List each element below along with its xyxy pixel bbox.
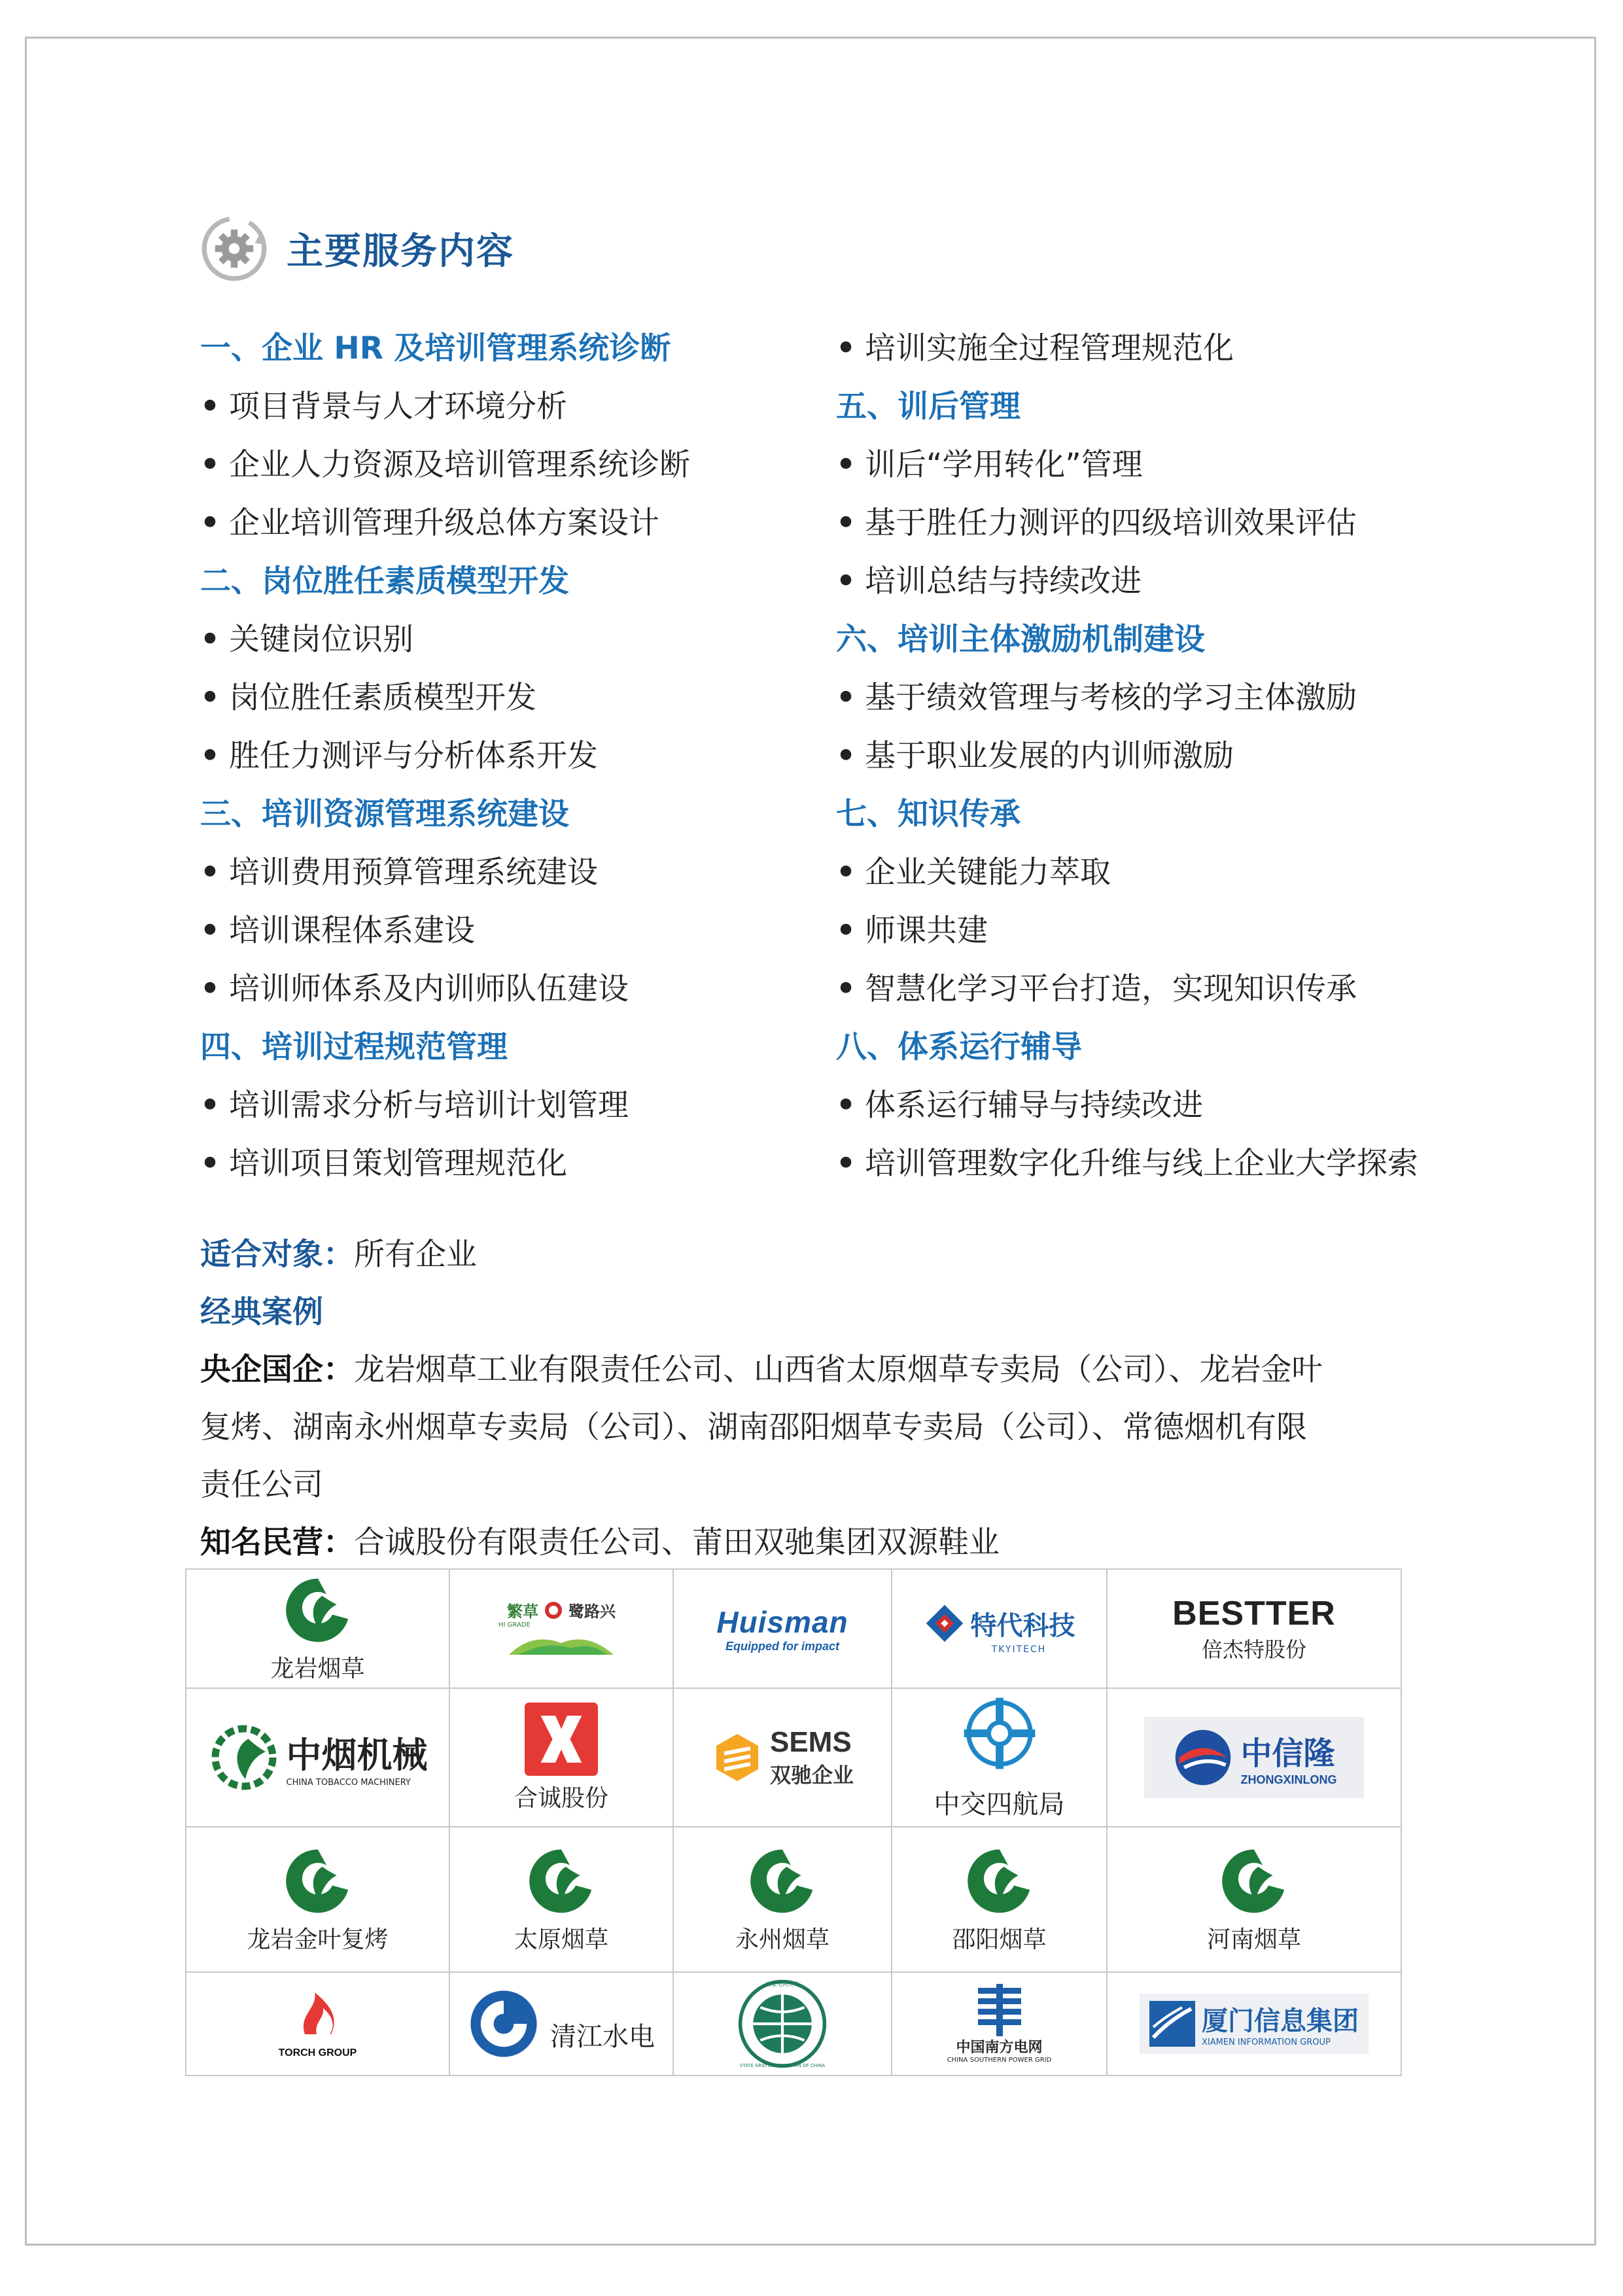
cases-title xyxy=(200,1284,1430,1341)
orange-hexagon-logo-icon xyxy=(711,1731,763,1784)
bullet-item xyxy=(200,902,828,960)
bullet-item xyxy=(836,436,1490,494)
bullet-dot-icon: • xyxy=(836,738,856,774)
bullet-text: 培训管理数字化升维与线上企业大学探索 xyxy=(865,1146,1418,1182)
bullet-item xyxy=(200,494,828,552)
green-hills-icon xyxy=(506,1629,617,1659)
bullet-item xyxy=(836,727,1490,785)
logo-caption: 龙岩烟草 xyxy=(270,1655,365,1682)
logo-cell-longyan-tobacco xyxy=(186,1569,449,1688)
bullet-item xyxy=(200,1135,828,1193)
logo-text: 中国南方电网 xyxy=(956,2039,1043,2055)
tobacco-leaf-logo-icon xyxy=(525,1845,597,1917)
logo-caption: 龙岩金叶复烤 xyxy=(247,1926,389,1953)
logo-cell-tobacco xyxy=(1107,1827,1401,1972)
logo-cell-ccccfhb xyxy=(892,1688,1107,1827)
bullet-dot-icon: • xyxy=(836,1146,856,1182)
logo-cell-tobacco xyxy=(186,1827,449,1972)
tobacco-leaf-logo-icon xyxy=(282,1574,354,1646)
bullet-text: 培训需求分析与培训计划管理 xyxy=(229,1087,629,1123)
bullet-item xyxy=(836,494,1490,552)
logo-caption: 永州烟草 xyxy=(735,1926,829,1953)
private-label: 知名民营： xyxy=(200,1525,354,1561)
torch-flame-logo-icon xyxy=(279,1988,357,2047)
soe-line-2: 复烤、湖南永州烟草专卖局（公司）、湖南邵阳烟草专卖局（公司）、常德烟机有限 xyxy=(200,1409,1307,1445)
bullet-item xyxy=(200,610,828,669)
tobacco-leaf-logo-icon xyxy=(1218,1845,1290,1917)
logo-cell-state-grid xyxy=(673,1972,892,2075)
globe-logo-icon xyxy=(737,1978,828,2070)
left-column xyxy=(200,319,828,1193)
right-column xyxy=(836,319,1490,1193)
bullet-item xyxy=(836,960,1490,1018)
logo-text: Huisman xyxy=(716,1604,848,1639)
logo-caption: 太原烟草 xyxy=(514,1926,608,1953)
logo-subtext: CHINA SOUTHERN POWER GRID xyxy=(947,2057,1052,2064)
cases-title-text: 经典案例 xyxy=(200,1294,323,1330)
logo-cell-sems xyxy=(673,1688,892,1827)
bullet-dot-icon: • xyxy=(836,330,856,366)
bullet-text: 基于职业发展的内训师激励 xyxy=(865,738,1234,774)
section-heading: 一、企业 HR 及培训管理系统诊断 xyxy=(200,330,671,366)
bullet-dot-icon: • xyxy=(200,913,220,949)
logo-text: 中信隆 xyxy=(1240,1737,1335,1771)
logo-text: 厦门信息集团 xyxy=(1202,2007,1359,2036)
logo-cell-tkyitech xyxy=(892,1569,1107,1688)
logo-cell-china-tobacco-machinery xyxy=(186,1688,449,1827)
logo-text: SEMS xyxy=(769,1726,852,1758)
bullet-text: 培训总结与持续改进 xyxy=(865,563,1142,599)
logo-caption: 邵阳烟草 xyxy=(952,1926,1047,1953)
logo-subtext: HI GRADE xyxy=(498,1621,531,1629)
bullet-text: 基于胜任力测评的四级培训效果评估 xyxy=(865,505,1357,541)
logo-cell-qingjiang-hydro xyxy=(449,1972,673,2075)
logo-text: BESTTER xyxy=(1172,1595,1336,1633)
logo-caption: 河南烟草 xyxy=(1206,1926,1301,1953)
bullet-dot-icon: • xyxy=(836,855,856,891)
bullet-dot-icon: • xyxy=(200,447,220,483)
red-x-logo-icon xyxy=(525,1703,598,1776)
section-heading: 三、培训资源管理系统建设 xyxy=(200,796,569,832)
bullet-dot-icon: • xyxy=(200,680,220,716)
bullet-text: 训后“学用转化”管理 xyxy=(865,447,1143,483)
bullet-dot-icon: • xyxy=(200,389,220,425)
section-title: 主要服务内容 xyxy=(287,230,514,273)
bullet-dot-icon: • xyxy=(200,505,220,541)
bullet-text: 培训项目策划管理规范化 xyxy=(229,1146,567,1182)
logo-text: 繁草 xyxy=(507,1603,538,1621)
blue-wave-logo-icon xyxy=(1149,2001,1195,2047)
bullet-text: 培训课程体系建设 xyxy=(229,913,475,949)
logo-cell-xiamen-info xyxy=(1107,1972,1401,2075)
tobacco-leaf-logo-icon xyxy=(746,1845,818,1917)
logo-cell-luluxing xyxy=(449,1569,673,1688)
logo-subtext: 国家电网公司 xyxy=(765,1981,799,1988)
logo-subtext: CHINA TOBACCO MACHINERY xyxy=(286,1778,411,1788)
logo-cell-huisman xyxy=(673,1569,892,1688)
bullet-item xyxy=(836,902,1490,960)
tobacco-leaf-logo-icon xyxy=(964,1845,1036,1917)
bullet-dot-icon: • xyxy=(836,680,856,716)
bullet-item xyxy=(200,727,828,785)
bullet-text: 胜任力测评与分析体系开发 xyxy=(229,738,598,774)
bullet-item xyxy=(200,378,828,436)
bullet-item xyxy=(200,1076,828,1135)
bullet-dot-icon: • xyxy=(836,563,856,599)
logo-subtext: 倍杰特股份 xyxy=(1201,1637,1306,1662)
logo-text: 鹭路兴 xyxy=(568,1603,616,1621)
bullet-item xyxy=(200,436,828,494)
soe-label: 央企国企： xyxy=(200,1352,354,1388)
bullet-item xyxy=(836,552,1490,610)
logo-subtext: 双驰企业 xyxy=(769,1763,854,1787)
bullet-item xyxy=(836,1076,1490,1135)
bullet-text: 培训师体系及内训师队伍建设 xyxy=(229,971,629,1007)
bullet-text: 培训实施全过程管理规范化 xyxy=(865,330,1234,366)
soe-line-1: 龙岩烟草工业有限责任公司、山西省太原烟草专卖局（公司）、龙岩金叶 xyxy=(354,1352,1323,1388)
bullet-text: 项目背景与人才环境分析 xyxy=(229,389,567,425)
private-value: 合诚股份有限责任公司、莆田双驰集团双源鞋业 xyxy=(354,1525,1000,1561)
diamond-grid-logo-icon xyxy=(924,1602,966,1644)
logo-subtext: TKYITECH xyxy=(991,1644,1047,1655)
section-heading: 五、训后管理 xyxy=(836,389,1021,425)
bullet-dot-icon: • xyxy=(836,971,856,1007)
bullet-text: 企业关键能力萃取 xyxy=(865,855,1111,891)
bullet-text: 企业人力资源及培训管理系统诊断 xyxy=(229,447,690,483)
red-circle-icon xyxy=(545,1602,562,1619)
section-heading: 四、培训过程规范管理 xyxy=(200,1029,508,1065)
bullet-text: 培训费用预算管理系统建设 xyxy=(229,855,598,891)
bullet-dot-icon: • xyxy=(200,1087,220,1123)
bullet-item xyxy=(836,669,1490,727)
bullet-text: 基于绩效管理与考核的学习主体激励 xyxy=(865,680,1357,716)
section-header xyxy=(200,209,514,288)
bullet-text: 企业培训管理升级总体方案设计 xyxy=(229,505,659,541)
logo-cell-torch-group xyxy=(186,1972,449,2075)
logo-caption: 清江水电 xyxy=(550,2022,655,2052)
bullet-dot-icon: • xyxy=(200,1146,220,1182)
bullet-text: 体系运行辅导与持续改进 xyxy=(865,1087,1203,1123)
logo-cell-tobacco xyxy=(892,1827,1107,1972)
logo-cell-zhongxinlong xyxy=(1107,1688,1401,1827)
bullet-dot-icon: • xyxy=(200,855,220,891)
logo-caption: 中交四航局 xyxy=(934,1789,1065,1820)
logo-cell-hecheng xyxy=(449,1688,673,1827)
tobacco-leaf-logo-icon xyxy=(282,1845,354,1917)
bullet-text: 岗位胜任素质模型开发 xyxy=(229,680,536,716)
bullet-dot-icon: • xyxy=(200,738,220,774)
gear-refresh-icon xyxy=(200,215,268,283)
spiral-logo-icon xyxy=(468,1988,540,2060)
audience-value: 所有企业 xyxy=(354,1237,477,1273)
bullet-item xyxy=(836,1135,1490,1193)
logo-subtext: TORCH GROUP xyxy=(278,2047,357,2058)
logo-subtext: STATE GRID CORPORATION OF CHINA xyxy=(739,2062,826,2068)
bullet-dot-icon: • xyxy=(836,1087,856,1123)
logo-subtext: ZHONGXINLONG xyxy=(1240,1773,1337,1786)
client-logo-grid xyxy=(185,1568,1402,2076)
power-grid-logo-icon xyxy=(964,1984,1036,2036)
soe-paragraph xyxy=(200,1341,1430,1514)
section-heading: 七、知识传承 xyxy=(836,796,1021,832)
logo-cell-tobacco xyxy=(673,1827,892,1972)
soe-line-3: 责任公司 xyxy=(200,1467,323,1503)
logo-cell-csg xyxy=(892,1972,1107,2075)
bullet-dot-icon: • xyxy=(200,971,220,1007)
bullet-item xyxy=(200,960,828,1018)
bullet-text: 师课共建 xyxy=(865,913,988,949)
logo-subtext: Equipped for impact xyxy=(725,1639,839,1653)
logo-caption: 合诚股份 xyxy=(514,1784,608,1812)
section-heading: 六、培训主体激励机制建设 xyxy=(836,622,1205,658)
logo-subtext: XIAMEN INFORMATION GROUP xyxy=(1202,2038,1331,2047)
logo-cell-tobacco xyxy=(449,1827,673,1972)
bullet-text: 智慧化学习平台打造，实现知识传承 xyxy=(865,971,1357,1007)
audience-line xyxy=(200,1226,1430,1284)
logo-text: 特代科技 xyxy=(970,1611,1075,1640)
bullet-text: 关键岗位识别 xyxy=(229,622,413,658)
bullet-dot-icon: • xyxy=(836,505,856,541)
blue-swirl-logo-icon xyxy=(1172,1726,1234,1789)
private-line xyxy=(200,1514,1430,1572)
logo-text: 中烟机械 xyxy=(286,1736,428,1775)
bullet-item xyxy=(836,843,1490,902)
bullet-item xyxy=(836,319,1490,378)
logo-cell-bestter xyxy=(1107,1569,1401,1688)
audience-label: 适合对象： xyxy=(200,1237,354,1273)
bullet-dot-icon: • xyxy=(200,622,220,658)
cross-anchor-logo-icon xyxy=(960,1695,1039,1780)
bullet-dot-icon: • xyxy=(836,913,856,949)
gear-leaf-logo-icon xyxy=(208,1722,280,1793)
section-heading: 八、体系运行辅导 xyxy=(836,1029,1082,1065)
section-heading: 二、岗位胜任素质模型开发 xyxy=(200,563,569,599)
bullet-dot-icon: • xyxy=(836,447,856,483)
bullet-item xyxy=(200,669,828,727)
bullet-item xyxy=(200,843,828,902)
